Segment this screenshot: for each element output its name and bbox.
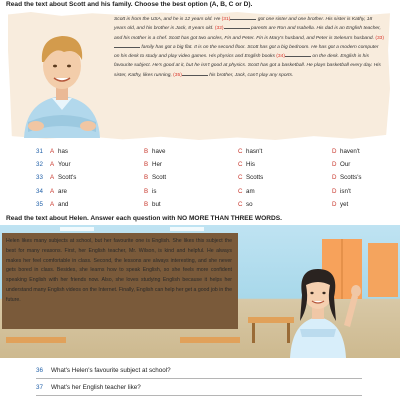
- option-b[interactable]: Her: [152, 161, 162, 169]
- passage-text: got one sister and one brother. His sister is Kathy, 18 years old, and his brother is Jack, 8 years old.: [114, 17, 373, 32]
- option-b[interactable]: Scott: [152, 174, 167, 182]
- blank-line: [230, 15, 256, 20]
- option-a[interactable]: Scott's: [58, 174, 77, 182]
- option-c[interactable]: His: [246, 161, 255, 169]
- option-a[interactable]: has: [58, 148, 68, 155]
- options-list: [36, 145, 376, 211]
- option-row: [36, 158, 376, 171]
- answer-line[interactable]: [36, 395, 362, 396]
- passage-text: Scott is from the USA, and he is 12 years old. He: [114, 17, 222, 22]
- option-b[interactable]: have: [152, 148, 166, 155]
- blank-line: [224, 24, 250, 29]
- passage-text: on the desk. English is his favourite subject. He's good at it, but he isn't good at physics. Scott has got a basketball. He plays basketball every day. His sister, Kathy, likes running,: [114, 54, 381, 78]
- option-b[interactable]: but: [152, 200, 161, 208]
- option-letter-b: B: [144, 174, 149, 182]
- option-letter-c: C: [238, 174, 243, 182]
- option-a[interactable]: and: [58, 200, 69, 208]
- question-row: [36, 362, 366, 379]
- option-row: [36, 145, 376, 158]
- blank-line: [285, 52, 311, 57]
- question-text: What's Helen's favourite subject at school?: [51, 367, 171, 374]
- option-letter-a: A: [50, 174, 55, 182]
- question-number: 37: [36, 384, 44, 391]
- option-b[interactable]: is: [152, 187, 157, 195]
- section1-instruction: Read the text about Scott and his family. Choose the best option (A, B, C or D).: [6, 1, 253, 8]
- option-a[interactable]: Your: [58, 161, 71, 169]
- option-letter-a: A: [50, 187, 55, 195]
- option-d[interactable]: yet: [340, 200, 349, 208]
- option-c[interactable]: so: [246, 200, 253, 208]
- boy-illustration: [14, 22, 110, 138]
- scott-passage: [114, 15, 384, 80]
- helen-passage: Helen likes many subjects at school, but her favourite one is English. She likes this subject the best for many reasons. First, her English teacher, Mr. Wilson, is kind and helpful. He always makes her feel comfortable in class. Second, the lessons are always interesting, and she never gets bored in class. Besides, she learns how to speak English, so she feels more confident speaking English with her friends now. Also, she loves studying English because it helps her understand many English videos on the Internet. Finally, English can help her get a good job in the future.: [6, 238, 232, 303]
- option-letter-c: C: [238, 187, 243, 195]
- question-number: 32: [36, 161, 43, 169]
- passage-text: parents are Ron and Isabella. His dad is an English teacher, and his mother is a chef. Scott has got two uncles, Fin and Peter. Fin is Mary's husband, and Peter is Selena's husband.: [114, 26, 381, 41]
- option-letter-c: C: [238, 161, 243, 169]
- option-letter-b: B: [144, 200, 149, 208]
- blank-line: [182, 71, 208, 76]
- option-letter-d: D: [332, 200, 337, 208]
- option-c[interactable]: am: [246, 187, 255, 195]
- option-letter-b: B: [144, 187, 149, 195]
- option-letter-a: A: [50, 148, 55, 155]
- option-letter-a: A: [50, 200, 55, 208]
- blank-number: (32): [214, 26, 224, 32]
- question-number: 31: [36, 148, 43, 155]
- section2-instruction: Read the text about Helen. Answer each question with NO MORE THAN THREE WORDS.: [6, 215, 282, 222]
- blank-number: (34): [276, 54, 285, 60]
- option-letter-d: D: [332, 161, 337, 169]
- question-text: What's her English teacher like?: [51, 384, 141, 391]
- option-d[interactable]: haven't: [340, 148, 360, 155]
- option-letter-b: B: [144, 161, 149, 169]
- option-letter-c: C: [238, 200, 243, 208]
- option-d[interactable]: Our: [340, 161, 351, 169]
- option-letter-d: D: [332, 148, 337, 155]
- blank-number: (31): [221, 17, 231, 22]
- option-c[interactable]: hasn't: [246, 148, 263, 155]
- option-letter-b: B: [144, 148, 149, 155]
- question-number: 33: [36, 174, 43, 182]
- option-a[interactable]: are: [58, 187, 67, 195]
- option-letter-d: D: [332, 174, 337, 182]
- option-letter-d: D: [332, 187, 337, 195]
- question-number: 34: [36, 187, 43, 195]
- questions-list: [36, 362, 366, 396]
- blank-line: [114, 43, 140, 48]
- option-letter-c: C: [238, 148, 243, 155]
- option-row: [36, 198, 376, 211]
- passage-text: his brother, Jack, can't play any sports.: [207, 72, 294, 78]
- blank-number: (33): [375, 35, 385, 41]
- option-d[interactable]: isn't: [340, 187, 351, 195]
- question-number: 36: [36, 367, 44, 374]
- passage-text: family has got a big flat. It is on the second floor. Scott has got a big bedroom. He has got a modern computer on his desk to study and play video games. His physics and English books: [114, 44, 379, 60]
- question-row: [36, 379, 366, 396]
- option-c[interactable]: Scotts: [246, 174, 264, 182]
- option-d[interactable]: Scotts's: [340, 174, 362, 182]
- question-number: 35: [36, 200, 43, 208]
- option-row: [36, 171, 376, 184]
- option-row: [36, 185, 376, 198]
- option-letter-a: A: [50, 161, 55, 169]
- blank-number: (35): [173, 72, 182, 78]
